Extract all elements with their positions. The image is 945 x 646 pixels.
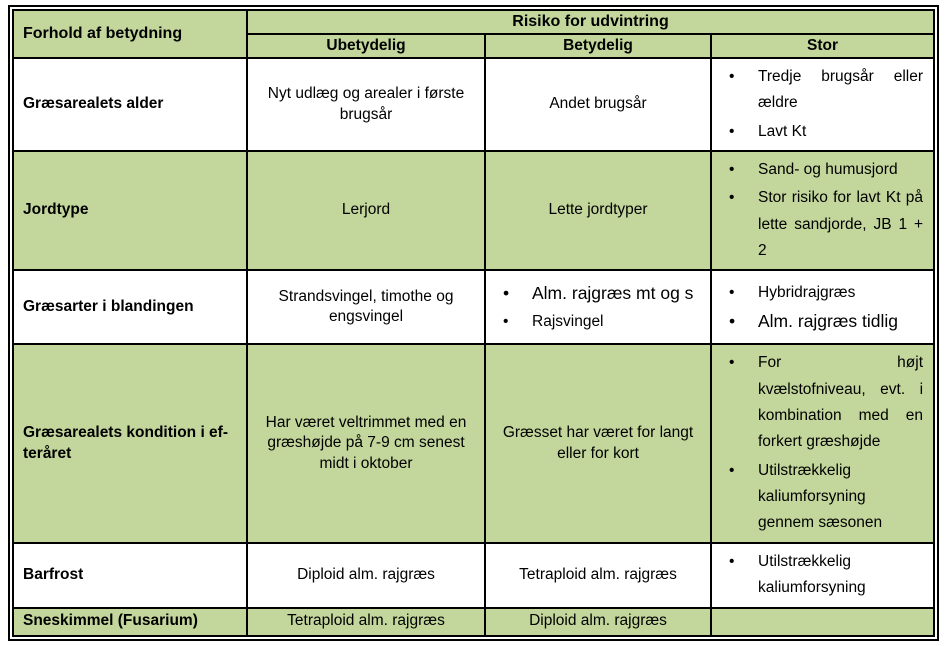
corner-header: Forhold af betydning [13, 10, 247, 58]
cell-ubetydelig: Nyt udlæg og arealer i første brugsår [247, 58, 485, 151]
bullet-item: • Alm. rajgræs tidlig [712, 308, 927, 335]
cell-betydelig: Græsset har været for langt eller for kort [485, 344, 711, 542]
bullet-list [712, 157, 927, 264]
bullet-item: • Alm. rajgræs mt og s [486, 280, 704, 307]
bullet-item: • Stor risiko for lavt Kt på lette sandjorde, JB 1 + 2 [712, 185, 927, 264]
bullet-list [486, 280, 704, 335]
cell-betydelig: Andet brugsår [485, 58, 711, 151]
table-outer-frame [8, 5, 939, 641]
bullet-list [712, 549, 927, 602]
winter-kill-risk-table [12, 9, 935, 637]
group-header: Risiko for udvintring [247, 10, 934, 34]
bullet-item: • Rajsvingel [486, 309, 704, 335]
header-row-group [13, 10, 934, 34]
col-header-stor: Stor [711, 34, 934, 58]
bullet-list [712, 350, 927, 536]
cell-ubetydelig: Lerjord [247, 151, 485, 270]
table-row-barfrost [13, 543, 934, 608]
cell-betydelig [485, 270, 711, 344]
cell-ubetydelig: Tetraploid alm. rajgræs [247, 608, 485, 636]
cell-ubetydelig: Strandsvingel, timothe og engsvingel [247, 270, 485, 344]
row-label: Græsarealets kondition i efteråret [13, 344, 247, 542]
table-row-sneskimmel [13, 608, 934, 636]
row-label: Græsarealets alder [13, 58, 247, 151]
row-label: Græsarter i blandingen [13, 270, 247, 344]
cell-stor [711, 151, 934, 270]
row-label: Sneskimmel (Fusarium) [13, 608, 247, 636]
cell-ubetydelig: Diploid alm. rajgræs [247, 543, 485, 608]
bullet-item: • Hybridrajgræs [712, 280, 927, 306]
table-row-graesarter-i-blandingen [13, 270, 934, 344]
table-row-jordtype [13, 151, 934, 270]
bullet-item: • For højt kvælstofniveau, evt. i kombination med en forkert græshøjde [712, 350, 927, 455]
cell-stor [711, 58, 934, 151]
bullet-item: • Sand- og humusjord [712, 157, 927, 183]
col-header-betydelig: Betydelig [485, 34, 711, 58]
table-row-graesarealets-alder [13, 58, 934, 151]
cell-stor [711, 270, 934, 344]
col-header-ubetydelig: Ubetydelig [247, 34, 485, 58]
row-label: Barfrost [13, 543, 247, 608]
table-row-kondition-i-efteraaret [13, 344, 934, 542]
cell-betydelig: Diploid alm. rajgræs [485, 608, 711, 636]
bullet-item: • Utilstrækkelig kaliumforsyning [712, 549, 927, 602]
cell-stor [711, 344, 934, 542]
cell-stor [711, 543, 934, 608]
bullet-list [712, 280, 927, 335]
cell-betydelig: Lette jordtyper [485, 151, 711, 270]
cell-stor-empty [711, 608, 934, 636]
cell-ubetydelig: Har været veltrimmet med en græshøjde på 7-9 cm senest midt i oktober [247, 344, 485, 542]
bullet-list [712, 64, 927, 145]
bullet-item: • Tredje brugsår eller ældre [712, 64, 927, 117]
bullet-item: • Lavt Kt [712, 119, 927, 145]
row-label: Jordtype [13, 151, 247, 270]
bullet-item: • Utilstrækkelig kaliumforsyning gennem sæsonen [712, 458, 927, 537]
cell-betydelig: Tetraploid alm. rajgræs [485, 543, 711, 608]
